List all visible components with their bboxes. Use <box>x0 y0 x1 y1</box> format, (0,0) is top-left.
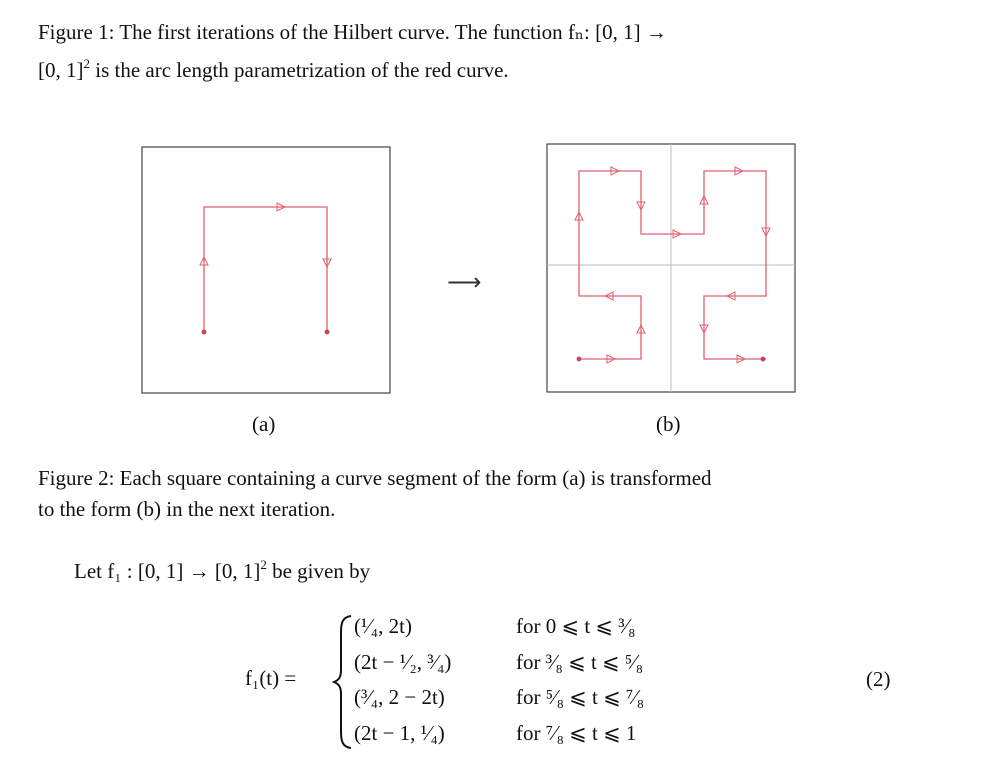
definition-intro-superscript: 2 <box>260 557 267 572</box>
equation-lhs: f₁(t) = <box>245 666 297 690</box>
definition-intro-post: be given by <box>266 559 371 583</box>
equation-case-3-value: (³⁄₄, 2 − 2t) <box>354 685 445 709</box>
figure-a-curve <box>204 207 327 332</box>
equation-case-1-condition: for 0 ⩽ t ⩽ ³⁄₈ <box>516 614 636 638</box>
figure-a-drawing <box>138 143 394 395</box>
equation-number: (2) <box>866 667 891 691</box>
equation-case-2-value: (2t − ¹⁄₂, ³⁄₄) <box>354 650 452 674</box>
equation-case-2 <box>354 650 714 680</box>
figure1-caption-line2 <box>38 48 918 86</box>
equation-case-4-value: (2t − 1, ¹⁄₄) <box>354 721 445 745</box>
figure1-caption-line1: Figure 1: The first iterations of the Hilbert curve. The function fₙ: [0, 1] → <box>38 20 667 44</box>
equation-case-2-condition: for ³⁄₈ ⩽ t ⩽ ⁵⁄₈ <box>516 650 644 674</box>
figure-a-label: (a) <box>252 412 276 436</box>
equation-case-1-value: (¹⁄₄, 2t) <box>354 614 412 638</box>
definition-intro-pre: Let f₁ : [0, 1] → [0, 1] <box>74 559 261 583</box>
figure-a-square <box>142 147 390 393</box>
figure-b-drawing <box>545 140 799 396</box>
equation-case-3 <box>354 685 714 715</box>
equation-case-4-condition: for ⁷⁄₈ ⩽ t ⩽ 1 <box>516 721 637 745</box>
equation-case-4 <box>354 721 714 751</box>
figure2-caption-line2: to the form (b) in the next iteration. <box>38 497 336 521</box>
figure2-caption-line1: Figure 2: Each square containing a curve segment of the form (a) is transformed <box>38 466 712 490</box>
figure-b-end-dot <box>761 357 766 362</box>
figure1-caption <box>38 17 918 86</box>
figure-b-label: (b) <box>656 412 681 436</box>
transform-arrow-icon: ⟶ <box>447 268 482 296</box>
equation-case-1 <box>354 614 714 644</box>
definition-intro <box>74 557 370 584</box>
figure-a-end-dot <box>325 330 330 335</box>
equation-case-3-condition: for ⁵⁄₈ ⩽ t ⩽ ⁷⁄₈ <box>516 685 645 709</box>
figure-b-start-dot <box>577 357 582 362</box>
equation-brace-icon <box>332 614 354 750</box>
figure2-caption <box>38 463 918 525</box>
figure1-caption-line2-pre: [0, 1] <box>38 58 84 82</box>
figure1-caption-line2-post: is the arc length parametrization of the red curve. <box>90 58 509 82</box>
figure-a-start-dot <box>202 330 207 335</box>
figure1-caption-superscript: 2 <box>83 56 90 71</box>
